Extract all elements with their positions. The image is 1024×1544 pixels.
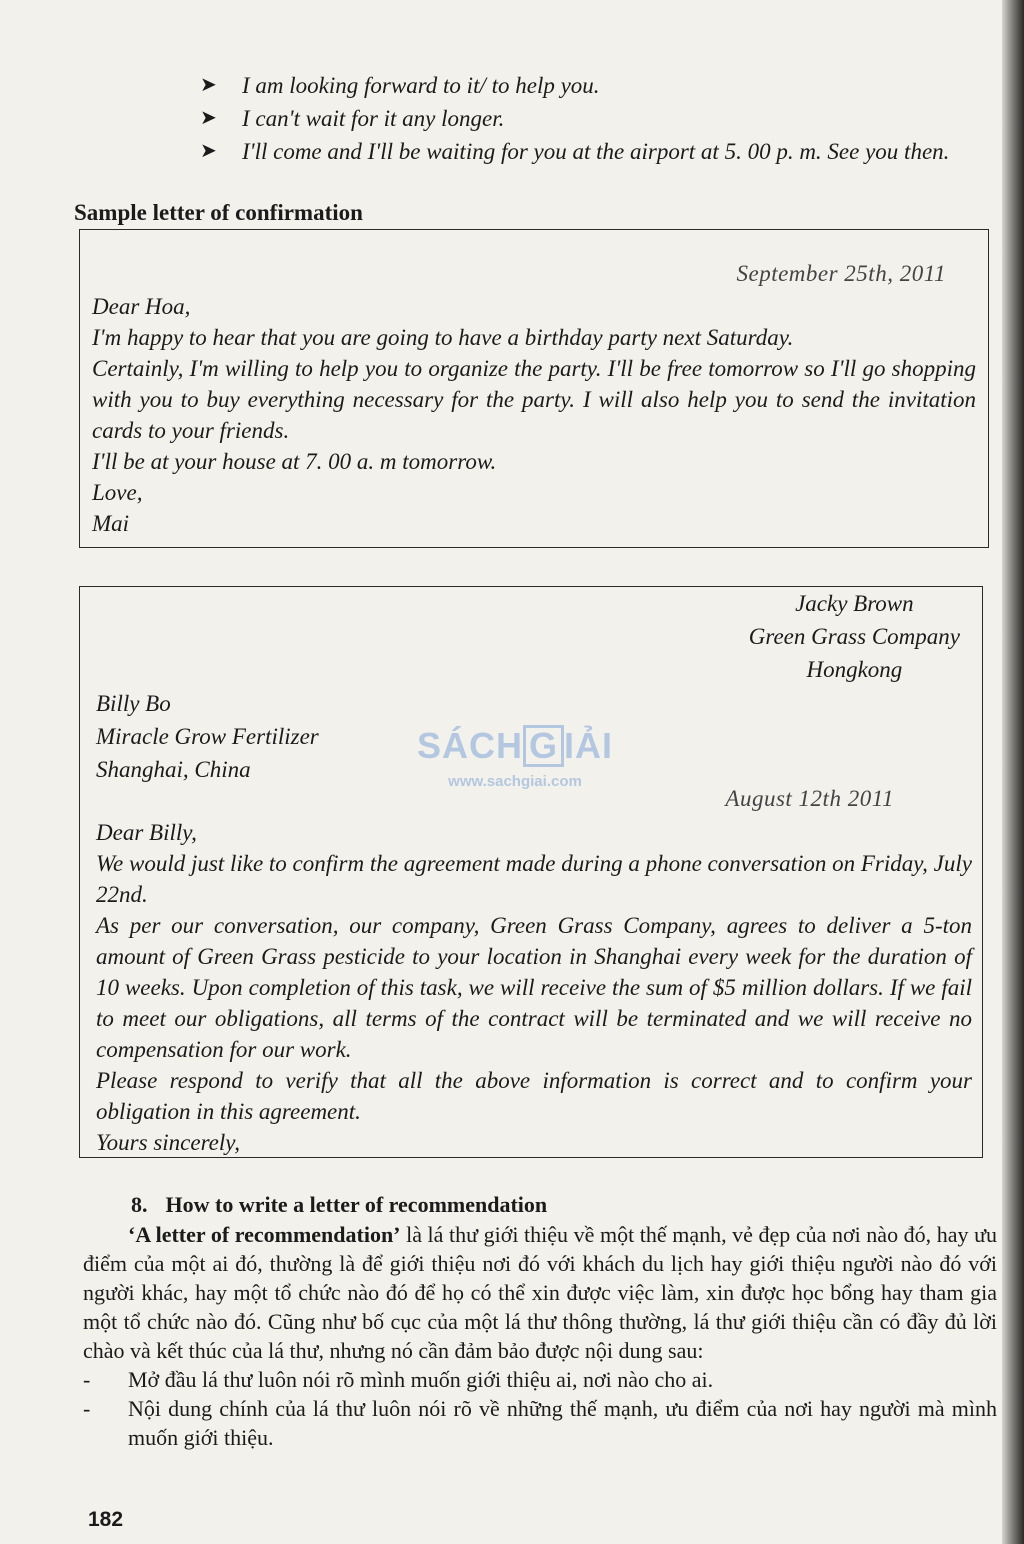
- recipient-address: [96, 687, 319, 786]
- letter-body: [96, 817, 972, 1158]
- watermark-url: www.sachgiai.com: [448, 773, 582, 790]
- letter-salutation: Dear Hoa,: [92, 294, 191, 319]
- recipient-name: Billy Bo: [96, 691, 171, 716]
- page-number: 182: [88, 1508, 124, 1531]
- section-title: How to write a letter of recommendation: [165, 1192, 548, 1217]
- letter-closing: Love,: [92, 480, 143, 505]
- sender-company: Green Grass Company: [748, 624, 960, 649]
- sender-name: Jacky Brown: [795, 591, 914, 616]
- section-recommendation: [83, 1190, 997, 1452]
- dash-bullet-icon: -: [83, 1367, 91, 1392]
- sender-address: [749, 587, 960, 686]
- list-item-text: I am looking forward to it/ to help you.: [242, 73, 600, 98]
- letter-paragraph: Please respond to verify that all the above information is correct and to confirm your obligation in this agreement.: [96, 1068, 972, 1124]
- letter-paragraph: Certainly, I'm willing to help you to organize the party. I'll be free tomorrow so I'll go shopping with you to buy everything necessary for the party. I will also help you to send the invitation cards to your friends.: [92, 356, 976, 443]
- section-intro: [83, 1220, 997, 1365]
- letter-signature: Mai: [92, 511, 130, 536]
- page-binding-edge: [1002, 0, 1024, 1544]
- recipient-city: Shanghai, China: [96, 757, 251, 782]
- letter-closing: Yours sincerely,: [96, 1130, 240, 1155]
- list-item: [83, 1365, 997, 1394]
- watermark-logo: [410, 725, 620, 790]
- letter-box-birthday: [79, 229, 989, 548]
- arrow-bullet-icon: ➤: [200, 107, 217, 129]
- arrow-bullet-icon: ➤: [200, 140, 217, 162]
- letter-paragraph: We would just like to confirm the agreement made during a phone conversation on Friday, July 22nd.: [96, 851, 972, 907]
- list-item-text: Mở đầu lá thư luôn nói rõ mình muốn giới thiệu ai, nơi nào cho ai.: [128, 1367, 714, 1392]
- intro-text: là lá thư giới thiệu về một thế mạnh, vẻ đẹp của nơi nào đó, hay ưu điểm của một ai đó, thường là để giới thiệu nơi đó với khách du lịch hay giới thiệu người nào đó với người khác, hay một tổ chức nào đó để họ có thể xin được việc làm, xin được học bổng hay tham gia một tổ chức nào đó. Cũng như bố cục của một lá thư thông thường, lá thư giới thiệu cần có đầy đủ lời chào và kết thúc của lá thư, nhưng nó cần đảm bảo được nội dung sau:: [83, 1222, 997, 1363]
- letter-paragraph: I'm happy to hear that you are going to have a birthday party next Saturday.: [92, 325, 794, 350]
- section-heading: [83, 1190, 997, 1219]
- list-item: [83, 1394, 997, 1452]
- watermark-boxed-letter: G: [523, 725, 564, 767]
- letter-box-business: [79, 586, 983, 1158]
- closing-phrases-list: [200, 70, 1000, 169]
- sender-city: Hongkong: [806, 657, 903, 682]
- dash-bullet-icon: -: [83, 1396, 91, 1421]
- list-item-text: I'll come and I'll be waiting for you at the airport at 5. 00 p. m. See you then.: [242, 139, 950, 164]
- intro-term: ‘A letter of recommendation’: [128, 1222, 401, 1247]
- letter-paragraph: As per our conversation, our company, Green Grass Company, agrees to deliver a 5-ton amount of Green Grass pesticide to your location in Shanghai every week for the duration of 10 weeks. Upon completion of this task, we will receive the sum of $5 million dollars. If we fail to meet our obligations, all terms of the contract will be terminated and we will receive no compensation for our work.: [96, 913, 972, 1062]
- list-item: [200, 136, 1000, 167]
- watermark-text-right: IẢI: [564, 725, 614, 766]
- letter-salutation: Dear Billy,: [96, 820, 197, 845]
- list-item-text: I can't wait for it any longer.: [242, 106, 505, 131]
- letter-date: August 12th 2011: [725, 786, 894, 811]
- list-item: [200, 103, 1000, 134]
- sample-letter-heading: Sample letter of confirmation: [74, 200, 363, 225]
- watermark-text-left: SÁCH: [416, 725, 523, 766]
- recipient-company: Miracle Grow Fertilizer: [96, 724, 319, 749]
- list-item: [200, 70, 1000, 101]
- list-item-text: Nội dung chính của lá thư luôn nói rõ về những thế mạnh, ưu điểm của nơi hay người mà mình muốn giới thiệu.: [128, 1396, 997, 1450]
- section-number: 8.: [131, 1192, 148, 1217]
- letter-paragraph: I'll be at your house at 7. 00 a. m tomorrow.: [92, 449, 497, 474]
- arrow-bullet-icon: ➤: [200, 74, 217, 96]
- letter-date: September 25th, 2011: [736, 261, 946, 286]
- watermark-wordmark: [410, 725, 620, 767]
